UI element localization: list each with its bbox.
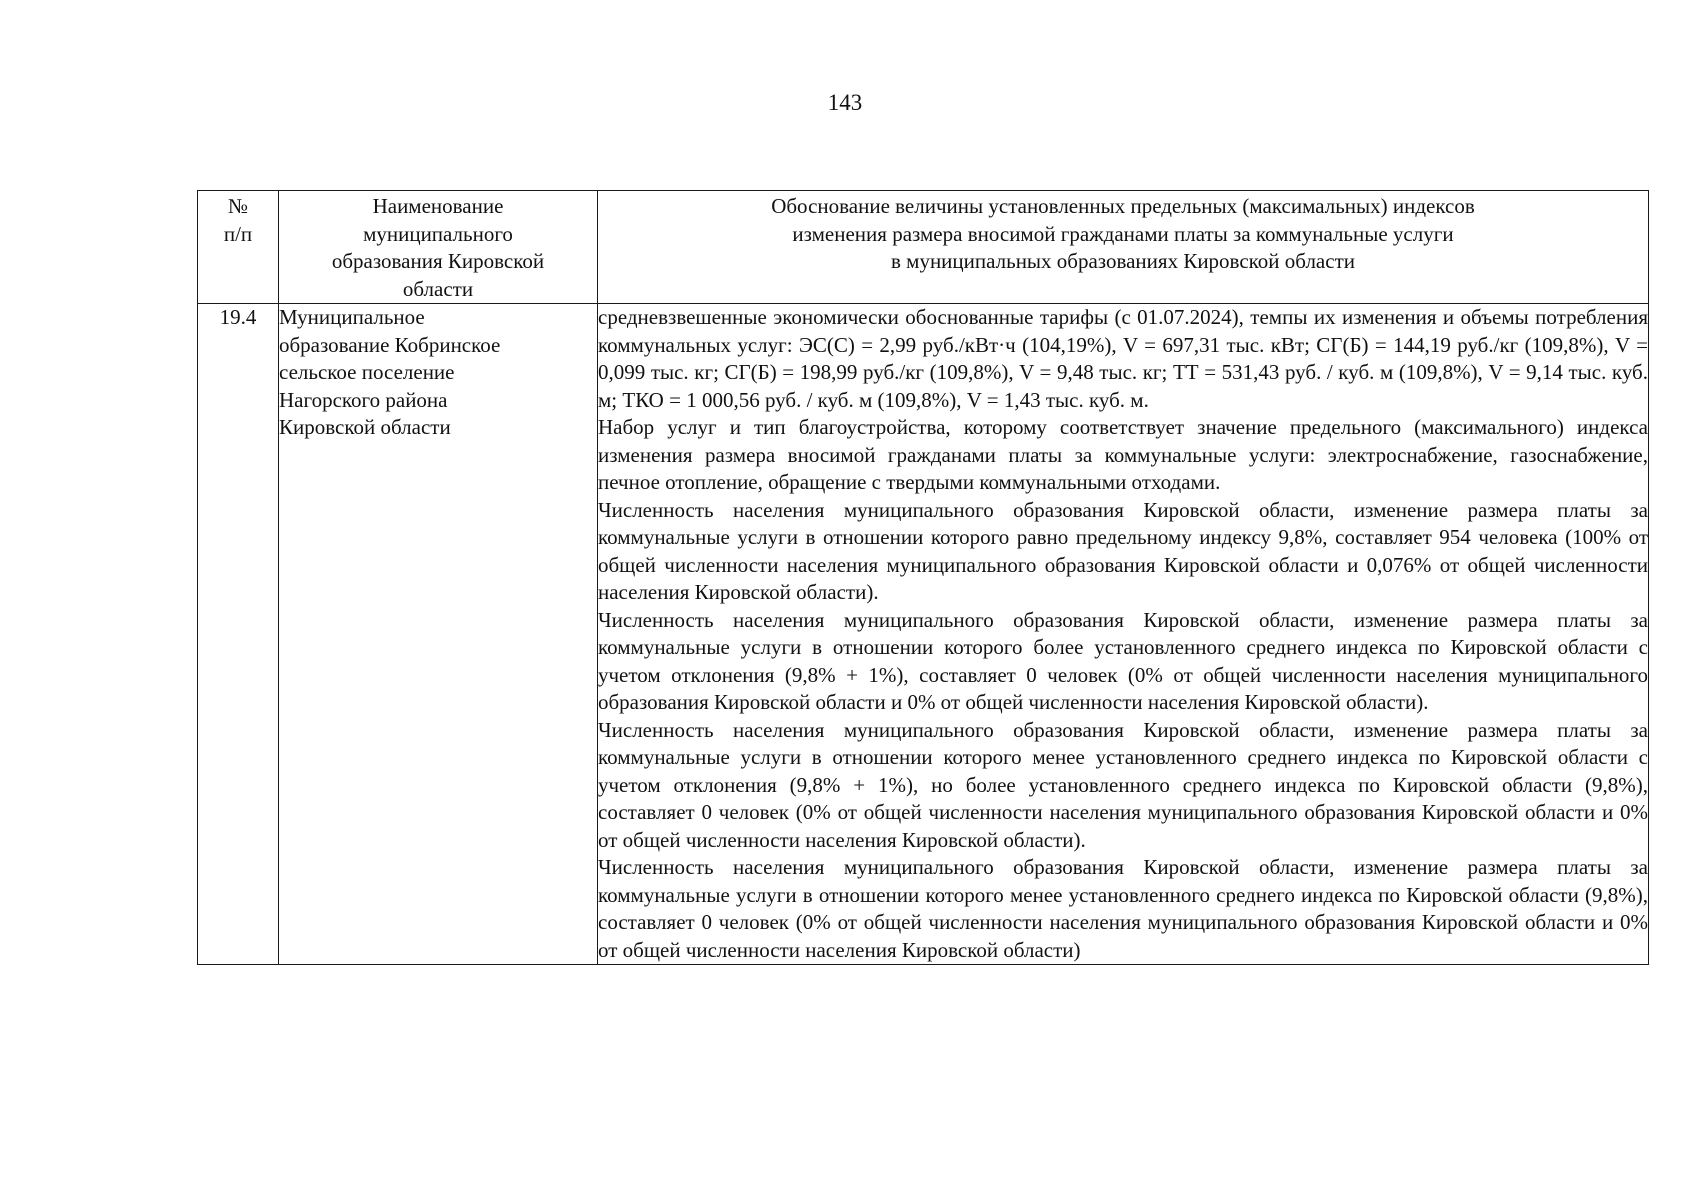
header-justification-line: Обоснование величины установленных предельных (максимальных) индексов [771, 194, 1475, 218]
header-number-cell [198, 191, 279, 304]
table-header-row [198, 191, 1649, 304]
header-name-line: образования Кировской [331, 249, 545, 273]
justification-cell [598, 304, 1649, 965]
municipality-name-line: Кировской области [279, 415, 451, 439]
tariff-index-table [197, 190, 1649, 965]
header-justification-line: в муниципальных образованиях Кировской области [890, 249, 1355, 273]
municipality-name-line: Нагорского района [279, 387, 448, 412]
header-number-line: № [227, 194, 249, 218]
services-set-paragraph: Набор услуг и тип благоустройства, которому соответствует значение предельного (максимального) индекса изменения размера вносимой гражданами платы за коммунальные услуги: электроснабжение, газоснабжение, печное отопление, обращение с твердыми коммунальными отходами. [598, 415, 1648, 494]
row-number-cell [198, 304, 279, 965]
header-name-line: муниципального [363, 221, 513, 246]
header-number-line: п/п [223, 221, 253, 246]
table-row [198, 304, 1649, 965]
header-name-line: Наименование [372, 194, 504, 218]
header-justification-line: изменения размера вносимой гражданами платы за коммунальные услуги [792, 221, 1454, 246]
tariffs-paragraph: средневзвешенные экономически обоснованные тарифы (с 01.07.2024), темпы их изменения и объемы потребления коммунальных услуг: ЭС(С) = 2,99 руб./кВт·ч (104,19%), V = 697,31 тыс. кВт; СГ(Б) = 144,19 руб./кг (109,8%), V = 0,099 тыс. кг; СГ(Б) = 198,99 руб./кг (109,8%), V = 9,48 тыс. кг; ТТ = 531,43 руб. / куб. м (109,8%), V = 9,14 тыс. куб. м; ТКО = 1 000,56 руб. / куб. м (109,8%), V = 1,43 тыс. куб. м. [598, 305, 1648, 412]
header-name-line: области [402, 276, 474, 301]
header-name-cell [279, 191, 598, 304]
municipality-name-line: образование Кобринское [279, 332, 501, 357]
row-number: 19.4 [219, 305, 257, 329]
municipality-name-line: Муниципальное [279, 305, 425, 329]
population-equal-index-paragraph: Численность населения муниципального образования Кировской области, изменение размера платы за коммунальные услуги в отношении которого равно предельному индексу 9,8%, составляет 954 человека (100% от общей численности населения муниципального образования Кировской области и 0,076% от общей численности населения Кировской области). [598, 497, 1648, 604]
page-number: 143 [827, 90, 863, 115]
population-above-deviation-paragraph: Численность населения муниципального образования Кировской области, изменение размера платы за коммунальные услуги в отношении которого более установленного среднего индекса по Кировской области с учетом отклонения (9,8% + 1%), составляет 0 человек (0% от общей численности населения муниципального образования Кировской области и 0% от общей численности населения Кировской области). [598, 607, 1648, 714]
population-between-index-paragraph: Численность населения муниципального образования Кировской области, изменение размера платы за коммунальные услуги в отношении которого менее установленного среднего индекса по Кировской области с учетом отклонения (9,8% + 1%), но более установленного среднего индекса по Кировской области (9,8%), составляет 0 человек (0% от общей численности населения муниципального образования Кировской области и 0% от общей численности населения Кировской области). [598, 717, 1648, 852]
population-below-index-paragraph: Численность населения муниципального образования Кировской области, изменение размера платы за коммунальные услуги в отношении которого менее установленного среднего индекса по Кировской области (9,8%), составляет 0 человек (0% от общей численности населения муниципального образования Кировской области и 0% от общей численности населения Кировской области) [598, 855, 1648, 962]
municipality-name-line: сельское поселение [279, 360, 455, 384]
header-justification-cell [598, 191, 1649, 304]
municipality-name-cell [279, 304, 598, 965]
